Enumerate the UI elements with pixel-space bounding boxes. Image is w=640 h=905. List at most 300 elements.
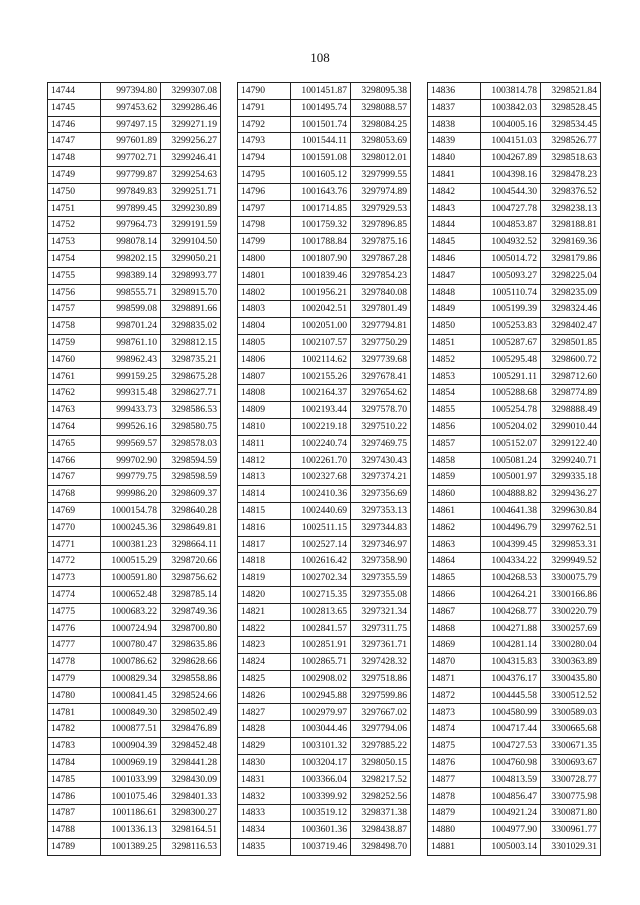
y-coordinate-cell: 3298756.62: [161, 570, 221, 587]
table-row: [238, 805, 411, 822]
x-coordinate-cell: 1004580.99: [481, 704, 541, 721]
point-number-cell: 14842: [428, 183, 481, 200]
y-coordinate-cell: 3298169.36: [541, 234, 601, 251]
y-coordinate-cell: 3299230.89: [161, 200, 221, 217]
point-number-cell: 14879: [428, 805, 481, 822]
point-number-cell: 14854: [428, 385, 481, 402]
point-number-cell: 14781: [48, 704, 101, 721]
y-coordinate-cell: 3300961.77: [541, 822, 601, 839]
table-row: [48, 771, 221, 788]
y-coordinate-cell: 3300871.80: [541, 805, 601, 822]
y-coordinate-cell: 3298649.81: [161, 519, 221, 536]
point-number-cell: 14772: [48, 553, 101, 570]
y-coordinate-cell: 3298088.57: [351, 99, 411, 116]
x-coordinate-cell: 1003101.32: [291, 738, 351, 755]
y-coordinate-cell: 3297794.81: [351, 318, 411, 335]
point-number-cell: 14880: [428, 822, 481, 839]
x-coordinate-cell: 1001033.99: [101, 771, 161, 788]
point-number-cell: 14864: [428, 553, 481, 570]
y-coordinate-cell: 3297654.62: [351, 385, 411, 402]
y-coordinate-cell: 3297974.89: [351, 183, 411, 200]
point-number-cell: 14770: [48, 519, 101, 536]
x-coordinate-cell: 1001643.76: [291, 183, 351, 200]
point-number-cell: 14825: [238, 670, 291, 687]
y-coordinate-cell: 3299436.27: [541, 486, 601, 503]
point-number-cell: 14820: [238, 586, 291, 603]
point-number-cell: 14827: [238, 704, 291, 721]
point-number-cell: 14777: [48, 637, 101, 654]
y-coordinate-cell: 3297358.90: [351, 553, 411, 570]
y-coordinate-cell: 3298238.13: [541, 200, 601, 217]
point-number-cell: 14826: [238, 687, 291, 704]
table-row: [48, 267, 221, 284]
point-number-cell: 14866: [428, 586, 481, 603]
y-coordinate-cell: 3297739.68: [351, 351, 411, 368]
y-coordinate-cell: 3298521.84: [541, 83, 601, 100]
table-row: [238, 385, 411, 402]
x-coordinate-cell: 999779.75: [101, 469, 161, 486]
table-row: [48, 704, 221, 721]
point-number-cell: 14752: [48, 217, 101, 234]
y-coordinate-cell: 3297794.06: [351, 721, 411, 738]
table-row: [48, 166, 221, 183]
x-coordinate-cell: 1005288.68: [481, 385, 541, 402]
point-number-cell: 14817: [238, 536, 291, 553]
x-coordinate-cell: 1004496.79: [481, 519, 541, 536]
table-row: [238, 183, 411, 200]
table-row: [428, 385, 601, 402]
y-coordinate-cell: 3299050.21: [161, 250, 221, 267]
x-coordinate-cell: 1004264.21: [481, 586, 541, 603]
table-row: [48, 586, 221, 603]
table-row: [48, 301, 221, 318]
y-coordinate-cell: 3298179.86: [541, 250, 601, 267]
x-coordinate-cell: 1005110.74: [481, 284, 541, 301]
point-number-cell: 14798: [238, 217, 291, 234]
point-number-cell: 14815: [238, 502, 291, 519]
table-row: [48, 183, 221, 200]
coordinate-table-left: [47, 82, 221, 856]
table-row: [428, 822, 601, 839]
x-coordinate-cell: 998701.24: [101, 318, 161, 335]
y-coordinate-cell: 3301029.31: [541, 838, 601, 855]
table-row: [428, 553, 601, 570]
table-row: [428, 704, 601, 721]
x-coordinate-cell: 1002193.44: [291, 402, 351, 419]
point-number-cell: 14844: [428, 217, 481, 234]
x-coordinate-cell: 1001495.74: [291, 99, 351, 116]
point-number-cell: 14774: [48, 586, 101, 603]
y-coordinate-cell: 3300075.79: [541, 570, 601, 587]
y-coordinate-cell: 3300693.67: [541, 754, 601, 771]
x-coordinate-cell: 1000515.29: [101, 553, 161, 570]
x-coordinate-cell: 1002440.69: [291, 502, 351, 519]
point-number-cell: 14821: [238, 603, 291, 620]
y-coordinate-cell: 3299246.41: [161, 150, 221, 167]
table-row: [428, 637, 601, 654]
table-row: [48, 83, 221, 100]
table-row: [238, 670, 411, 687]
x-coordinate-cell: 1003601.36: [291, 822, 351, 839]
table-row: [428, 586, 601, 603]
table-row: [48, 486, 221, 503]
point-number-cell: 14828: [238, 721, 291, 738]
point-number-cell: 14830: [238, 754, 291, 771]
point-number-cell: 14805: [238, 334, 291, 351]
y-coordinate-cell: 3300728.77: [541, 771, 601, 788]
x-coordinate-cell: 999569.57: [101, 435, 161, 452]
x-coordinate-cell: 1002114.62: [291, 351, 351, 368]
y-coordinate-cell: 3298084.25: [351, 116, 411, 133]
x-coordinate-cell: 1004268.53: [481, 570, 541, 587]
table-row: [238, 116, 411, 133]
table-row: [48, 368, 221, 385]
x-coordinate-cell: 998599.08: [101, 301, 161, 318]
y-coordinate-cell: 3298524.66: [161, 687, 221, 704]
table-row: [238, 83, 411, 100]
y-coordinate-cell: 3298401.33: [161, 788, 221, 805]
point-number-cell: 14852: [428, 351, 481, 368]
y-coordinate-cell: 3298586.53: [161, 402, 221, 419]
table-row: [48, 402, 221, 419]
x-coordinate-cell: 1002107.57: [291, 334, 351, 351]
point-number-cell: 14861: [428, 502, 481, 519]
point-number-cell: 14870: [428, 654, 481, 671]
table-row: [428, 83, 601, 100]
x-coordinate-cell: 1004445.58: [481, 687, 541, 704]
y-coordinate-cell: 3298915.70: [161, 284, 221, 301]
point-number-cell: 14771: [48, 536, 101, 553]
x-coordinate-cell: 1001605.12: [291, 166, 351, 183]
y-coordinate-cell: 3298735.21: [161, 351, 221, 368]
point-number-cell: 14834: [238, 822, 291, 839]
y-coordinate-cell: 3297896.85: [351, 217, 411, 234]
table-row: [48, 620, 221, 637]
x-coordinate-cell: 1004315.83: [481, 654, 541, 671]
x-coordinate-cell: 1004544.30: [481, 183, 541, 200]
table-row: [238, 570, 411, 587]
table-row: [238, 351, 411, 368]
y-coordinate-cell: 3297840.08: [351, 284, 411, 301]
x-coordinate-cell: 1002527.14: [291, 536, 351, 553]
table-row: [238, 637, 411, 654]
x-coordinate-cell: 1004334.22: [481, 553, 541, 570]
table-row: [48, 200, 221, 217]
table-row: [238, 603, 411, 620]
table-row: [48, 637, 221, 654]
table-row: [428, 805, 601, 822]
point-number-cell: 14816: [238, 519, 291, 536]
table-row: [238, 133, 411, 150]
point-number-cell: 14869: [428, 637, 481, 654]
x-coordinate-cell: 1000154.78: [101, 502, 161, 519]
y-coordinate-cell: 3297311.75: [351, 620, 411, 637]
x-coordinate-cell: 1000245.36: [101, 519, 161, 536]
y-coordinate-cell: 3298498.70: [351, 838, 411, 855]
y-coordinate-cell: 3299240.71: [541, 452, 601, 469]
y-coordinate-cell: 3297356.69: [351, 486, 411, 503]
y-coordinate-cell: 3300280.04: [541, 637, 601, 654]
point-number-cell: 14838: [428, 116, 481, 133]
x-coordinate-cell: 1000904.39: [101, 738, 161, 755]
x-coordinate-cell: 1002410.36: [291, 486, 351, 503]
y-coordinate-cell: 3297599.86: [351, 687, 411, 704]
y-coordinate-cell: 3297518.86: [351, 670, 411, 687]
y-coordinate-cell: 3298053.69: [351, 133, 411, 150]
point-number-cell: 14811: [238, 435, 291, 452]
table-row: [48, 435, 221, 452]
point-number-cell: 14792: [238, 116, 291, 133]
point-number-cell: 14797: [238, 200, 291, 217]
x-coordinate-cell: 1004760.98: [481, 754, 541, 771]
y-coordinate-cell: 3298438.87: [351, 822, 411, 839]
point-number-cell: 14766: [48, 452, 101, 469]
table-row: [428, 133, 601, 150]
x-coordinate-cell: 1004151.03: [481, 133, 541, 150]
y-coordinate-cell: 3298891.66: [161, 301, 221, 318]
x-coordinate-cell: 1005254.78: [481, 402, 541, 419]
point-number-cell: 14793: [238, 133, 291, 150]
x-coordinate-cell: 1002616.42: [291, 553, 351, 570]
table-row: [238, 654, 411, 671]
y-coordinate-cell: 3299853.31: [541, 536, 601, 553]
x-coordinate-cell: 999526.16: [101, 418, 161, 435]
y-coordinate-cell: 3298502.49: [161, 704, 221, 721]
x-coordinate-cell: 997799.87: [101, 166, 161, 183]
point-number-cell: 14878: [428, 788, 481, 805]
x-coordinate-cell: 1002702.34: [291, 570, 351, 587]
y-coordinate-cell: 3297355.59: [351, 570, 411, 587]
y-coordinate-cell: 3300775.98: [541, 788, 601, 805]
x-coordinate-cell: 1000786.62: [101, 654, 161, 671]
y-coordinate-cell: 3297430.43: [351, 452, 411, 469]
table-row: [48, 654, 221, 671]
point-number-cell: 14744: [48, 83, 101, 100]
table-row: [238, 200, 411, 217]
y-coordinate-cell: 3298501.85: [541, 334, 601, 351]
table-row: [428, 670, 601, 687]
table-row: [48, 99, 221, 116]
x-coordinate-cell: 1004813.59: [481, 771, 541, 788]
y-coordinate-cell: 3298640.28: [161, 502, 221, 519]
point-number-cell: 14865: [428, 570, 481, 587]
point-number-cell: 14875: [428, 738, 481, 755]
coordinate-table-middle: [237, 82, 411, 856]
point-number-cell: 14761: [48, 368, 101, 385]
table-row: [238, 267, 411, 284]
table-row: [238, 318, 411, 335]
table-row: [48, 385, 221, 402]
point-number-cell: 14756: [48, 284, 101, 301]
y-coordinate-cell: 3297801.49: [351, 301, 411, 318]
y-coordinate-cell: 3297374.21: [351, 469, 411, 486]
x-coordinate-cell: 1000841.45: [101, 687, 161, 704]
point-number-cell: 14814: [238, 486, 291, 503]
point-number-cell: 14803: [238, 301, 291, 318]
point-number-cell: 14767: [48, 469, 101, 486]
table-row: [48, 150, 221, 167]
y-coordinate-cell: 3300671.35: [541, 738, 601, 755]
y-coordinate-cell: 3298712.60: [541, 368, 601, 385]
table-row: [238, 771, 411, 788]
y-coordinate-cell: 3299254.63: [161, 166, 221, 183]
x-coordinate-cell: 1002979.97: [291, 704, 351, 721]
table-row: [428, 754, 601, 771]
table-row: [238, 754, 411, 771]
y-coordinate-cell: 3300363.89: [541, 654, 601, 671]
y-coordinate-cell: 3299256.27: [161, 133, 221, 150]
point-number-cell: 14795: [238, 166, 291, 183]
x-coordinate-cell: 1004641.38: [481, 502, 541, 519]
y-coordinate-cell: 3298476.89: [161, 721, 221, 738]
table-row: [428, 570, 601, 587]
table-row: [238, 368, 411, 385]
y-coordinate-cell: 3300220.79: [541, 603, 601, 620]
y-coordinate-cell: 3298518.63: [541, 150, 601, 167]
y-coordinate-cell: 3297355.08: [351, 586, 411, 603]
x-coordinate-cell: 1005081.24: [481, 452, 541, 469]
y-coordinate-cell: 3298050.15: [351, 754, 411, 771]
point-number-cell: 14843: [428, 200, 481, 217]
y-coordinate-cell: 3299251.71: [161, 183, 221, 200]
table-row: [48, 217, 221, 234]
x-coordinate-cell: 1002042.51: [291, 301, 351, 318]
point-number-cell: 14832: [238, 788, 291, 805]
x-coordinate-cell: 1002164.37: [291, 385, 351, 402]
point-number-cell: 14789: [48, 838, 101, 855]
table-row: [238, 586, 411, 603]
table-row: [428, 486, 601, 503]
y-coordinate-cell: 3298441.28: [161, 754, 221, 771]
point-number-cell: 14750: [48, 183, 101, 200]
y-coordinate-cell: 3298252.56: [351, 788, 411, 805]
y-coordinate-cell: 3298164.51: [161, 822, 221, 839]
y-coordinate-cell: 3298235.09: [541, 284, 601, 301]
point-number-cell: 14829: [238, 738, 291, 755]
x-coordinate-cell: 1001075.46: [101, 788, 161, 805]
table-row: [428, 738, 601, 755]
point-number-cell: 14786: [48, 788, 101, 805]
y-coordinate-cell: 3300257.69: [541, 620, 601, 637]
x-coordinate-cell: 1002261.70: [291, 452, 351, 469]
table-row: [428, 502, 601, 519]
point-number-cell: 14818: [238, 553, 291, 570]
x-coordinate-cell: 998962.43: [101, 351, 161, 368]
point-number-cell: 14857: [428, 435, 481, 452]
table-row: [238, 553, 411, 570]
x-coordinate-cell: 1004267.89: [481, 150, 541, 167]
point-number-cell: 14810: [238, 418, 291, 435]
point-number-cell: 14881: [428, 838, 481, 855]
point-number-cell: 14745: [48, 99, 101, 116]
table-row: [238, 822, 411, 839]
point-number-cell: 14802: [238, 284, 291, 301]
x-coordinate-cell: 1002851.91: [291, 637, 351, 654]
x-coordinate-cell: 1002051.00: [291, 318, 351, 335]
y-coordinate-cell: 3298188.81: [541, 217, 601, 234]
point-number-cell: 14799: [238, 234, 291, 251]
y-coordinate-cell: 3299104.50: [161, 234, 221, 251]
table-row: [428, 687, 601, 704]
table-row: [238, 788, 411, 805]
point-number-cell: 14775: [48, 603, 101, 620]
table-row: [48, 754, 221, 771]
y-coordinate-cell: 3299630.84: [541, 502, 601, 519]
x-coordinate-cell: 1001807.90: [291, 250, 351, 267]
x-coordinate-cell: 1000591.80: [101, 570, 161, 587]
x-coordinate-cell: 1000877.51: [101, 721, 161, 738]
point-number-cell: 14760: [48, 351, 101, 368]
y-coordinate-cell: 3298225.04: [541, 267, 601, 284]
point-number-cell: 14769: [48, 502, 101, 519]
table-row: [48, 553, 221, 570]
x-coordinate-cell: 999315.48: [101, 385, 161, 402]
x-coordinate-cell: 1005291.11: [481, 368, 541, 385]
y-coordinate-cell: 3299762.51: [541, 519, 601, 536]
y-coordinate-cell: 3299949.52: [541, 553, 601, 570]
table-row: [238, 536, 411, 553]
y-coordinate-cell: 3298600.72: [541, 351, 601, 368]
y-coordinate-cell: 3298217.52: [351, 771, 411, 788]
point-number-cell: 14788: [48, 822, 101, 839]
x-coordinate-cell: 1002908.02: [291, 670, 351, 687]
point-number-cell: 14872: [428, 687, 481, 704]
point-number-cell: 14785: [48, 771, 101, 788]
y-coordinate-cell: 3297428.32: [351, 654, 411, 671]
y-coordinate-cell: 3298993.77: [161, 267, 221, 284]
y-coordinate-cell: 3298558.86: [161, 670, 221, 687]
table-row: [428, 99, 601, 116]
table-row: [428, 368, 601, 385]
point-number-cell: 14859: [428, 469, 481, 486]
x-coordinate-cell: 1003366.04: [291, 771, 351, 788]
x-coordinate-cell: 1005093.27: [481, 267, 541, 284]
table-row: [238, 452, 411, 469]
x-coordinate-cell: 1002327.68: [291, 469, 351, 486]
point-number-cell: 14822: [238, 620, 291, 637]
point-number-cell: 14804: [238, 318, 291, 335]
y-coordinate-cell: 3298635.86: [161, 637, 221, 654]
point-number-cell: 14759: [48, 334, 101, 351]
y-coordinate-cell: 3297469.75: [351, 435, 411, 452]
table-row: [48, 469, 221, 486]
x-coordinate-cell: 1004888.82: [481, 486, 541, 503]
point-number-cell: 14755: [48, 267, 101, 284]
point-number-cell: 14758: [48, 318, 101, 335]
table-row: [48, 502, 221, 519]
table-row: [238, 704, 411, 721]
point-number-cell: 14812: [238, 452, 291, 469]
point-number-cell: 14782: [48, 721, 101, 738]
y-coordinate-cell: 3297321.34: [351, 603, 411, 620]
x-coordinate-cell: 1004727.78: [481, 200, 541, 217]
table-row: [238, 721, 411, 738]
point-number-cell: 14808: [238, 385, 291, 402]
point-number-cell: 14876: [428, 754, 481, 771]
point-number-cell: 14877: [428, 771, 481, 788]
y-coordinate-cell: 3299286.46: [161, 99, 221, 116]
table-row: [238, 486, 411, 503]
table-row: [428, 620, 601, 637]
y-coordinate-cell: 3300512.52: [541, 687, 601, 704]
table-row: [48, 536, 221, 553]
y-coordinate-cell: 3298376.52: [541, 183, 601, 200]
x-coordinate-cell: 1005295.48: [481, 351, 541, 368]
table-row: [48, 234, 221, 251]
y-coordinate-cell: 3298598.59: [161, 469, 221, 486]
point-number-cell: 14848: [428, 284, 481, 301]
point-number-cell: 14757: [48, 301, 101, 318]
